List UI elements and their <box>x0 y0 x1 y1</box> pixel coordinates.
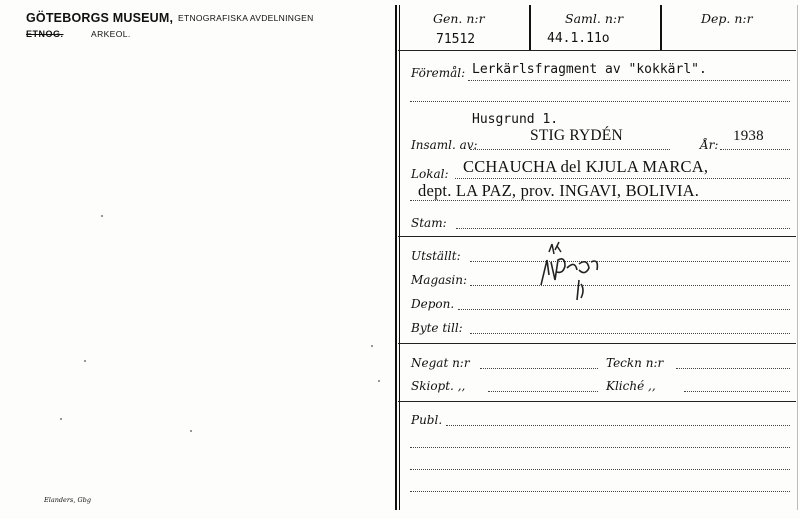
section-rule <box>398 343 796 344</box>
form-divider-line <box>395 5 397 510</box>
box-bottom-rule <box>398 50 796 51</box>
paper-speck <box>371 345 373 347</box>
foremal-dotted-line <box>468 80 790 81</box>
box-divider <box>529 5 531 50</box>
negat-dotted-line <box>480 368 598 369</box>
gen-number-label: Gen. n:r <box>433 11 485 26</box>
museum-name: GÖTEBORGS MUSEUM, <box>26 11 174 25</box>
kliche-label: Kliché ,, <box>606 379 656 393</box>
lokal-value-line1: CCHAUCHA del KJULA MARCA, <box>463 157 709 176</box>
section-rule <box>398 401 796 402</box>
publ-dotted-line <box>446 425 790 426</box>
year-label: År: <box>700 138 719 152</box>
dotted-line <box>410 200 790 201</box>
magasin-label: Magasin: <box>411 273 468 287</box>
negat-label: Negat n:r <box>411 356 470 370</box>
paper-speck <box>84 360 86 362</box>
insaml-dotted-line <box>470 149 670 150</box>
foremal-label: Föremål: <box>411 66 466 80</box>
card-edge <box>797 5 798 510</box>
lokal-value-line2: dept. LA PAZ, prov. INGAVI, BOLIVIA. <box>418 181 700 200</box>
paper-speck <box>60 418 62 420</box>
teckn-label: Teckn n:r <box>606 356 664 370</box>
year-value: 1938 <box>733 128 764 144</box>
skiopt-dotted-line <box>488 391 598 392</box>
handwritten-signature <box>535 240 605 305</box>
dotted-line <box>410 447 790 448</box>
form-divider-line <box>399 5 400 510</box>
byte-label: Byte till: <box>411 321 463 335</box>
box-divider <box>660 5 662 50</box>
department-name: ETNOGRAFISKA AVDELNINGEN <box>178 13 314 23</box>
utstallt-dotted-line <box>470 261 790 262</box>
printer-imprint: Elanders, Gbg <box>44 496 91 504</box>
foremal-value-line2: Husgrund 1. <box>472 112 559 127</box>
depon-dotted-line <box>458 309 790 310</box>
stam-label: Stam: <box>411 216 447 230</box>
lokal-dotted-line <box>455 178 790 179</box>
gen-number-value: 71512 <box>436 32 476 47</box>
saml-number-value: 44.1.11o <box>547 31 610 46</box>
dep-number-label: Dep. n:r <box>701 11 753 26</box>
stam-dotted-line <box>456 228 790 229</box>
struck-department: ETNOG. <box>26 29 64 39</box>
skiopt-label: Skiopt. ,, <box>411 379 466 393</box>
dotted-line <box>410 491 790 492</box>
year-dotted-line <box>720 149 790 150</box>
section-rule <box>398 236 796 237</box>
dotted-line <box>410 469 790 470</box>
teckn-dotted-line <box>676 368 790 369</box>
kliche-dotted-line <box>684 391 790 392</box>
paper-speck <box>378 380 380 382</box>
saml-number-label: Saml. n:r <box>565 11 624 26</box>
insaml-value: STIG RYDÉN <box>530 127 623 144</box>
dotted-line <box>410 101 790 102</box>
depon-label: Depon. <box>411 297 455 311</box>
magasin-dotted-line <box>470 285 790 286</box>
paper-speck <box>101 215 103 217</box>
byte-dotted-line <box>470 333 790 334</box>
paper-speck <box>190 430 192 432</box>
publ-label: Publ. <box>411 413 443 427</box>
lokal-label: Lokal: <box>411 167 449 181</box>
insaml-label: Insaml. av: <box>411 138 478 152</box>
arkeol-department: ARKEOL. <box>91 29 131 39</box>
foremal-value: Lerkärlsfragment av "kokkärl". <box>472 62 707 77</box>
utstallt-label: Utställt: <box>411 249 461 263</box>
